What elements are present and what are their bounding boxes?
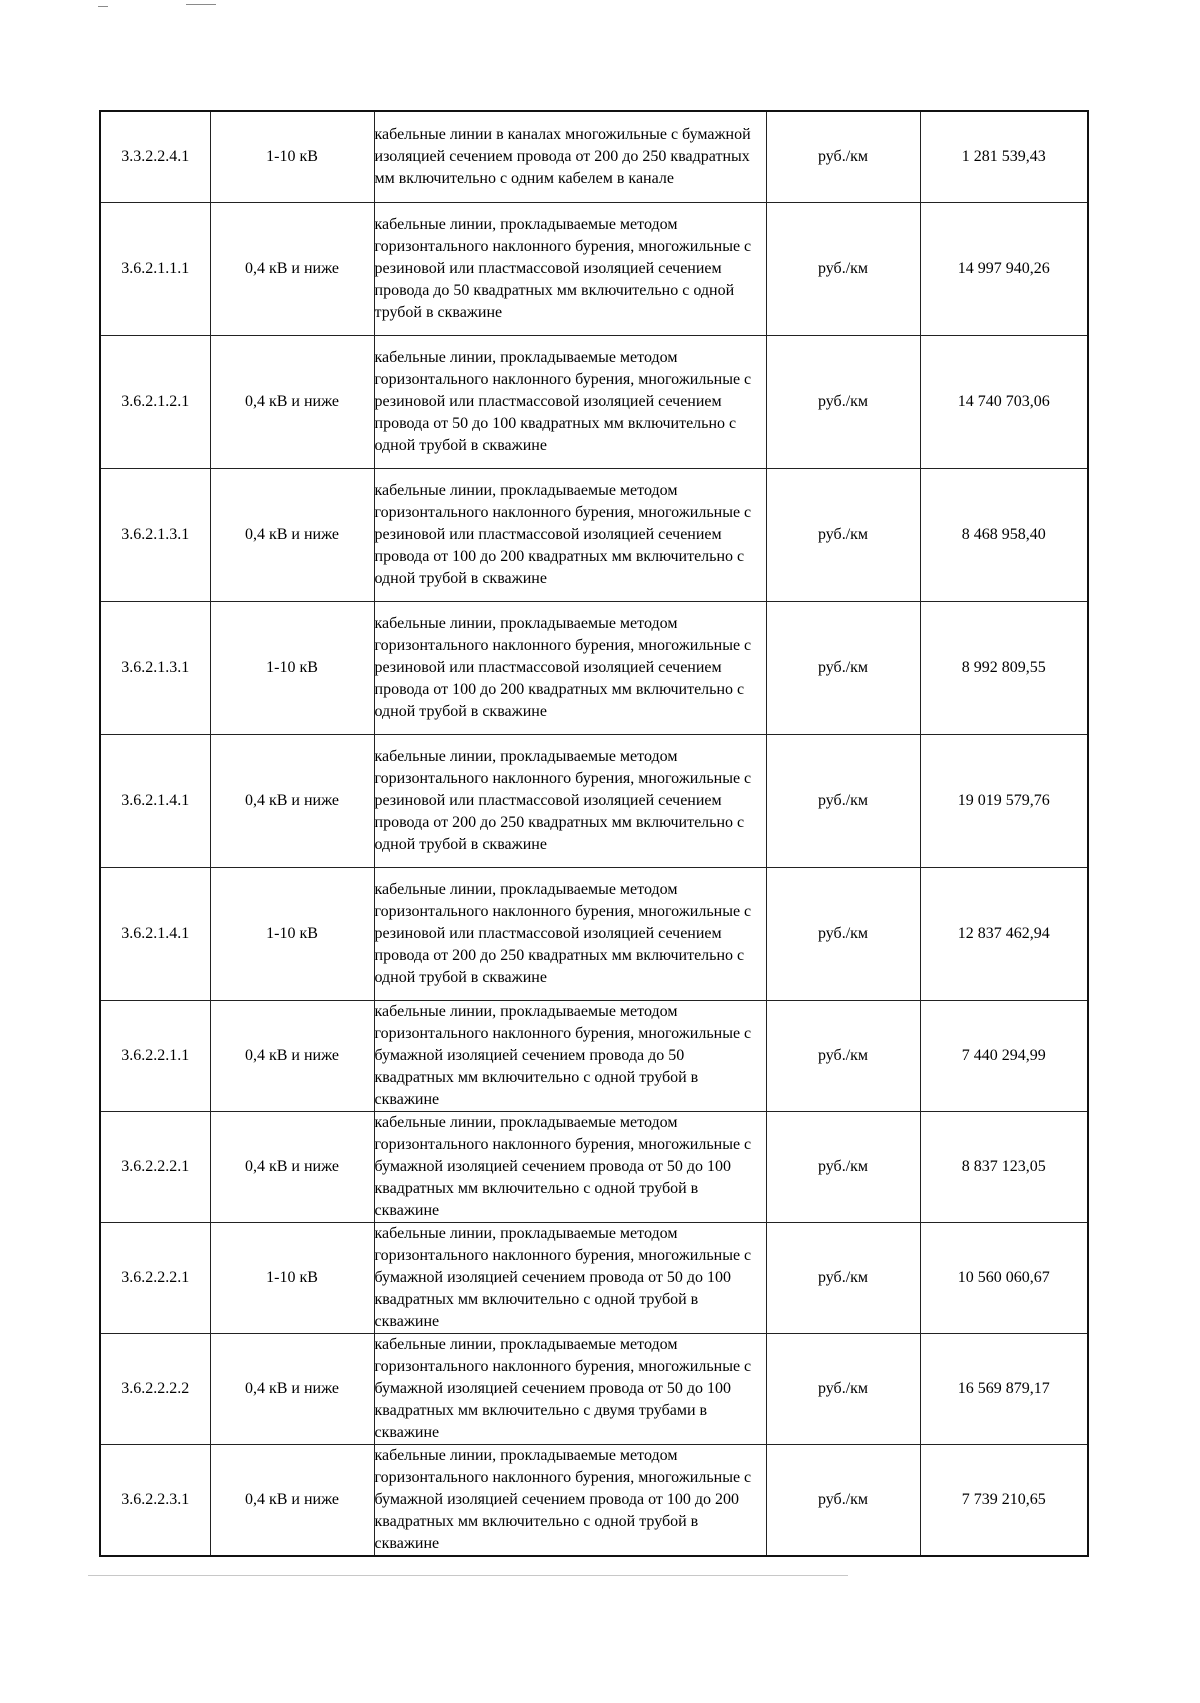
row-code: 3.6.2.2.3.1 <box>100 1445 210 1557</box>
row-description: кабельные линии, прокладываемые методом горизонтального наклонного бурения, многожильные с бумажной изоляцией сечением провода от 50 до 100 квадратных мм включительно с двумя трубами в скважине <box>374 1334 766 1445</box>
row-unit: руб./км <box>766 602 920 735</box>
row-description: кабельные линии, прокладываемые методом горизонтального наклонного бурения, многожильные с бумажной изоляцией сечением провода до 50 квадратных мм включительно с одной трубой в скважине <box>374 1001 766 1112</box>
row-voltage: 0,4 кВ и ниже <box>210 1334 374 1445</box>
row-code: 3.6.2.1.3.1 <box>100 602 210 735</box>
row-voltage: 1-10 кВ <box>210 868 374 1001</box>
row-price: 10 560 060,67 <box>920 1223 1088 1334</box>
row-price: 16 569 879,17 <box>920 1334 1088 1445</box>
row-unit: руб./км <box>766 203 920 336</box>
table-row <box>100 868 1088 1001</box>
row-description: кабельные линии, прокладываемые методом горизонтального наклонного бурения, многожильные с резиновой или пластмассовой изоляцией сечением провода от 100 до 200 квадратных мм включительно с одной трубой в скважине <box>374 469 766 602</box>
table-row <box>100 469 1088 602</box>
row-description: кабельные линии, прокладываемые методом горизонтального наклонного бурения, многожильные с резиновой или пластмассовой изоляцией сечением провода до 50 квадратных мм включительно с одной трубой в скважине <box>374 203 766 336</box>
row-unit: руб./км <box>766 1334 920 1445</box>
row-code: 3.6.2.1.3.1 <box>100 469 210 602</box>
row-description: кабельные линии, прокладываемые методом горизонтального наклонного бурения, многожильные с резиновой или пластмассовой изоляцией сечением провода от 200 до 250 квадратных мм включительно с одной трубой в скважине <box>374 868 766 1001</box>
row-description: кабельные линии, прокладываемые методом горизонтального наклонного бурения, многожильные с резиновой или пластмассовой изоляцией сечением провода от 100 до 200 квадратных мм включительно с одной трубой в скважине <box>374 602 766 735</box>
row-unit: руб./км <box>766 1445 920 1557</box>
row-unit: руб./км <box>766 1112 920 1223</box>
table-row <box>100 336 1088 469</box>
row-voltage: 0,4 кВ и ниже <box>210 1445 374 1557</box>
table-row <box>100 602 1088 735</box>
row-code: 3.6.2.1.4.1 <box>100 868 210 1001</box>
table-row <box>100 1001 1088 1112</box>
row-code: 3.6.2.2.1.1 <box>100 1001 210 1112</box>
row-voltage: 1-10 кВ <box>210 1223 374 1334</box>
row-voltage: 1-10 кВ <box>210 111 374 203</box>
row-unit: руб./км <box>766 336 920 469</box>
row-description: кабельные линии в каналах многожильные с бумажной изоляцией сечением провода от 200 до 250 квадратных мм включительно с одним кабелем в канале <box>374 111 766 203</box>
row-voltage: 0,4 кВ и ниже <box>210 1001 374 1112</box>
row-description: кабельные линии, прокладываемые методом горизонтального наклонного бурения, многожильные с бумажной изоляцией сечением провода от 100 до 200 квадратных мм включительно с одной трубой в скважине <box>374 1445 766 1557</box>
row-price: 12 837 462,94 <box>920 868 1088 1001</box>
tariff-table <box>99 110 1089 1557</box>
row-code: 3.6.2.2.2.1 <box>100 1112 210 1223</box>
row-voltage: 0,4 кВ и ниже <box>210 735 374 868</box>
row-price: 8 837 123,05 <box>920 1112 1088 1223</box>
row-description: кабельные линии, прокладываемые методом горизонтального наклонного бурения, многожильные с резиновой или пластмассовой изоляцией сечением провода от 50 до 100 квадратных мм включительно с одной трубой в скважине <box>374 336 766 469</box>
row-price: 19 019 579,76 <box>920 735 1088 868</box>
row-voltage: 0,4 кВ и ниже <box>210 1112 374 1223</box>
row-voltage: 0,4 кВ и ниже <box>210 469 374 602</box>
row-price: 1 281 539,43 <box>920 111 1088 203</box>
row-unit: руб./км <box>766 868 920 1001</box>
table-row <box>100 735 1088 868</box>
table-row <box>100 1334 1088 1445</box>
row-unit: руб./км <box>766 1223 920 1334</box>
scan-artifact <box>98 6 108 7</box>
row-unit: руб./км <box>766 111 920 203</box>
row-code: 3.6.2.2.2.1 <box>100 1223 210 1334</box>
row-price: 14 997 940,26 <box>920 203 1088 336</box>
row-code: 3.6.2.1.2.1 <box>100 336 210 469</box>
row-unit: руб./км <box>766 735 920 868</box>
row-code: 3.6.2.2.2.2 <box>100 1334 210 1445</box>
table-row <box>100 1223 1088 1334</box>
row-voltage: 0,4 кВ и ниже <box>210 203 374 336</box>
row-description: кабельные линии, прокладываемые методом горизонтального наклонного бурения, многожильные с бумажной изоляцией сечением провода от 50 до 100 квадратных мм включительно с одной трубой в скважине <box>374 1223 766 1334</box>
row-code: 3.6.2.1.4.1 <box>100 735 210 868</box>
table-row <box>100 203 1088 336</box>
scan-artifact <box>186 4 216 5</box>
scan-artifact <box>88 1575 848 1576</box>
row-price: 8 992 809,55 <box>920 602 1088 735</box>
row-description: кабельные линии, прокладываемые методом горизонтального наклонного бурения, многожильные с бумажной изоляцией сечением провода от 50 до 100 квадратных мм включительно с одной трубой в скважине <box>374 1112 766 1223</box>
row-price: 14 740 703,06 <box>920 336 1088 469</box>
row-price: 8 468 958,40 <box>920 469 1088 602</box>
row-price: 7 440 294,99 <box>920 1001 1088 1112</box>
table-row <box>100 1112 1088 1223</box>
row-voltage: 1-10 кВ <box>210 602 374 735</box>
table-row <box>100 111 1088 203</box>
row-code: 3.3.2.2.4.1 <box>100 111 210 203</box>
row-description: кабельные линии, прокладываемые методом горизонтального наклонного бурения, многожильные с резиновой или пластмассовой изоляцией сечением провода от 200 до 250 квадратных мм включительно с одной трубой в скважине <box>374 735 766 868</box>
table-row <box>100 1445 1088 1557</box>
row-voltage: 0,4 кВ и ниже <box>210 336 374 469</box>
row-code: 3.6.2.1.1.1 <box>100 203 210 336</box>
row-unit: руб./км <box>766 1001 920 1112</box>
row-unit: руб./км <box>766 469 920 602</box>
row-price: 7 739 210,65 <box>920 1445 1088 1557</box>
